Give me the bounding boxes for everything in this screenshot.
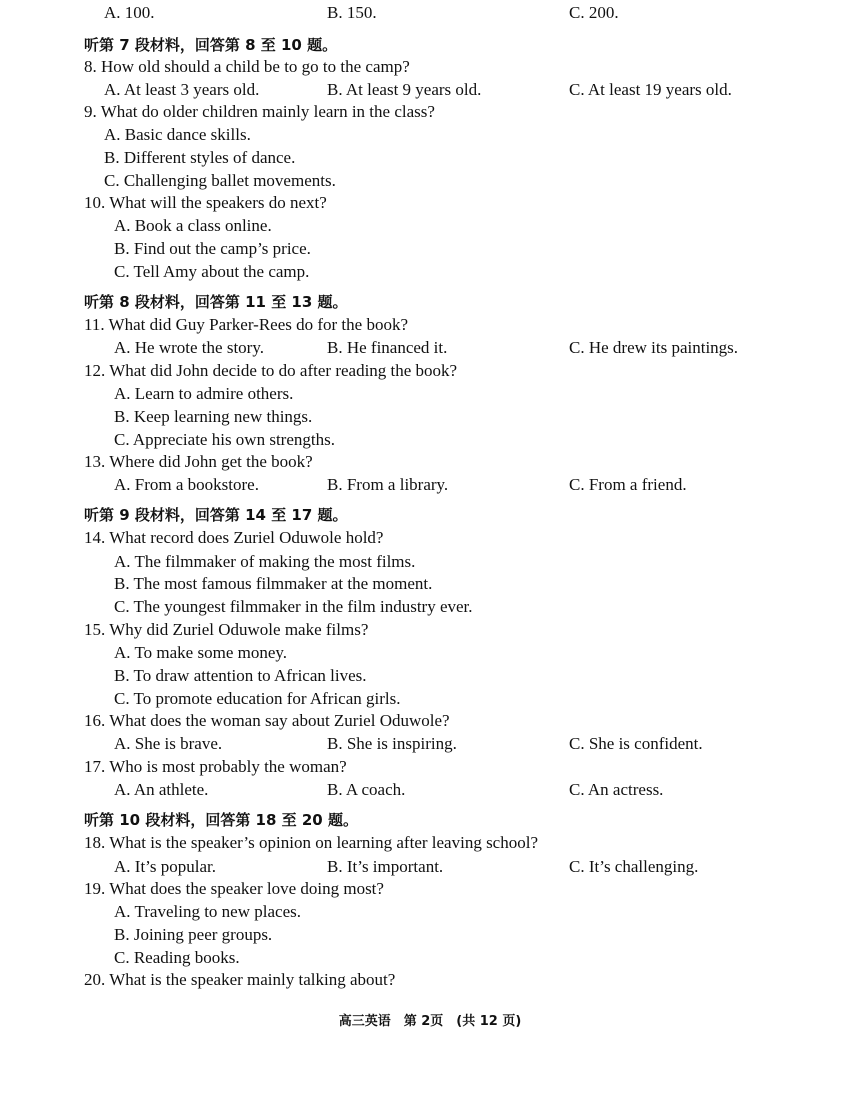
section-8-header: 听第 8 段材料，回答第 11 至 13 题。 [84,293,348,311]
question-19: 19. What does the speaker love doing most? [84,879,384,898]
q12-option-c: C. Appreciate his own strengths. [114,430,335,449]
q13-option-a: A. From a bookstore. [114,475,259,494]
q19-option-c: C. Reading books. [114,948,240,967]
q7-option-b: B. 150. [327,3,377,22]
question-9: 9. What do older children mainly learn in the class? [84,102,435,121]
q17-option-a: A. An athlete. [114,780,209,799]
q11-option-c: C. He drew its paintings. [569,338,739,357]
q19-option-a: A. Traveling to new places. [114,902,301,921]
q14-option-c: C. The youngest filmmaker in the film industry ever. [114,597,473,616]
question-20: 20. What is the speaker mainly talking about? [84,970,396,989]
question-16: 16. What does the woman say about Zuriel Oduwole? [84,711,450,730]
question-12: 12. What did John decide to do after reading the book? [84,361,458,380]
q7-option-c: C. 200. [569,3,619,22]
q9-option-b: B. Different styles of dance. [104,148,296,167]
q12-option-b: B. Keep learning new things. [114,407,313,426]
q14-option-a: A. The filmmaker of making the most films. [114,552,416,571]
q17-option-c: C. An actress. [569,780,664,799]
q15-option-c: C. To promote education for African girls. [114,689,401,708]
section-9-header: 听第 9 段材料，回答第 14 至 17 题。 [84,506,348,524]
q17-option-b: B. A coach. [327,780,406,799]
q8-option-b: B. At least 9 years old. [327,80,482,99]
question-8: 8. How old should a child be to go to the camp? [84,57,410,76]
question-17: 17. Who is most probably the woman? [84,757,347,776]
question-11: 11. What did Guy Parker-Rees do for the book? [84,315,408,334]
q18-option-b: B. It’s important. [327,857,444,876]
question-10: 10. What will the speakers do next? [84,193,327,212]
q10-option-a: A. Book a class online. [114,216,272,235]
question-14: 14. What record does Zuriel Oduwole hold? [84,528,384,547]
question-15: 15. Why did Zuriel Oduwole make films? [84,620,369,639]
q16-option-c: C. She is confident. [569,734,703,753]
q9-option-a: A. Basic dance skills. [104,125,251,144]
q9-option-c: C. Challenging ballet movements. [104,171,336,190]
page-footer: 高三英语 第 2页 (共 12 页) [338,1014,522,1029]
q11-option-b: B. He financed it. [327,338,448,357]
question-13: 13. Where did John get the book? [84,452,313,471]
section-10-header: 听第 10 段材料，回答第 18 至 20 题。 [84,811,358,829]
q16-option-a: A. She is brave. [114,734,223,753]
q18-option-c: C. It’s challenging. [569,857,699,876]
q19-option-b: B. Joining peer groups. [114,925,273,944]
q15-option-a: A. To make some money. [114,643,288,662]
question-18: 18. What is the speaker’s opinion on learning after leaving school? [84,833,538,852]
q8-option-a: A. At least 3 years old. [104,80,260,99]
q14-option-b: B. The most famous filmmaker at the moment. [114,574,433,593]
q8-option-c: C. At least 19 years old. [569,80,732,99]
q12-option-a: A. Learn to admire others. [114,384,294,403]
q13-option-c: C. From a friend. [569,475,687,494]
q13-option-b: B. From a library. [327,475,449,494]
q15-option-b: B. To draw attention to African lives. [114,666,367,685]
section-7-header: 听第 7 段材料，回答第 8 至 10 题。 [84,36,338,54]
q11-option-a: A. He wrote the story. [114,338,264,357]
q16-option-b: B. She is inspiring. [327,734,457,753]
q10-option-b: B. Find out the camp’s price. [114,239,311,258]
q10-option-c: C. Tell Amy about the camp. [114,262,310,281]
q18-option-a: A. It’s popular. [114,857,216,876]
q7-option-a: A. 100. [104,3,155,22]
